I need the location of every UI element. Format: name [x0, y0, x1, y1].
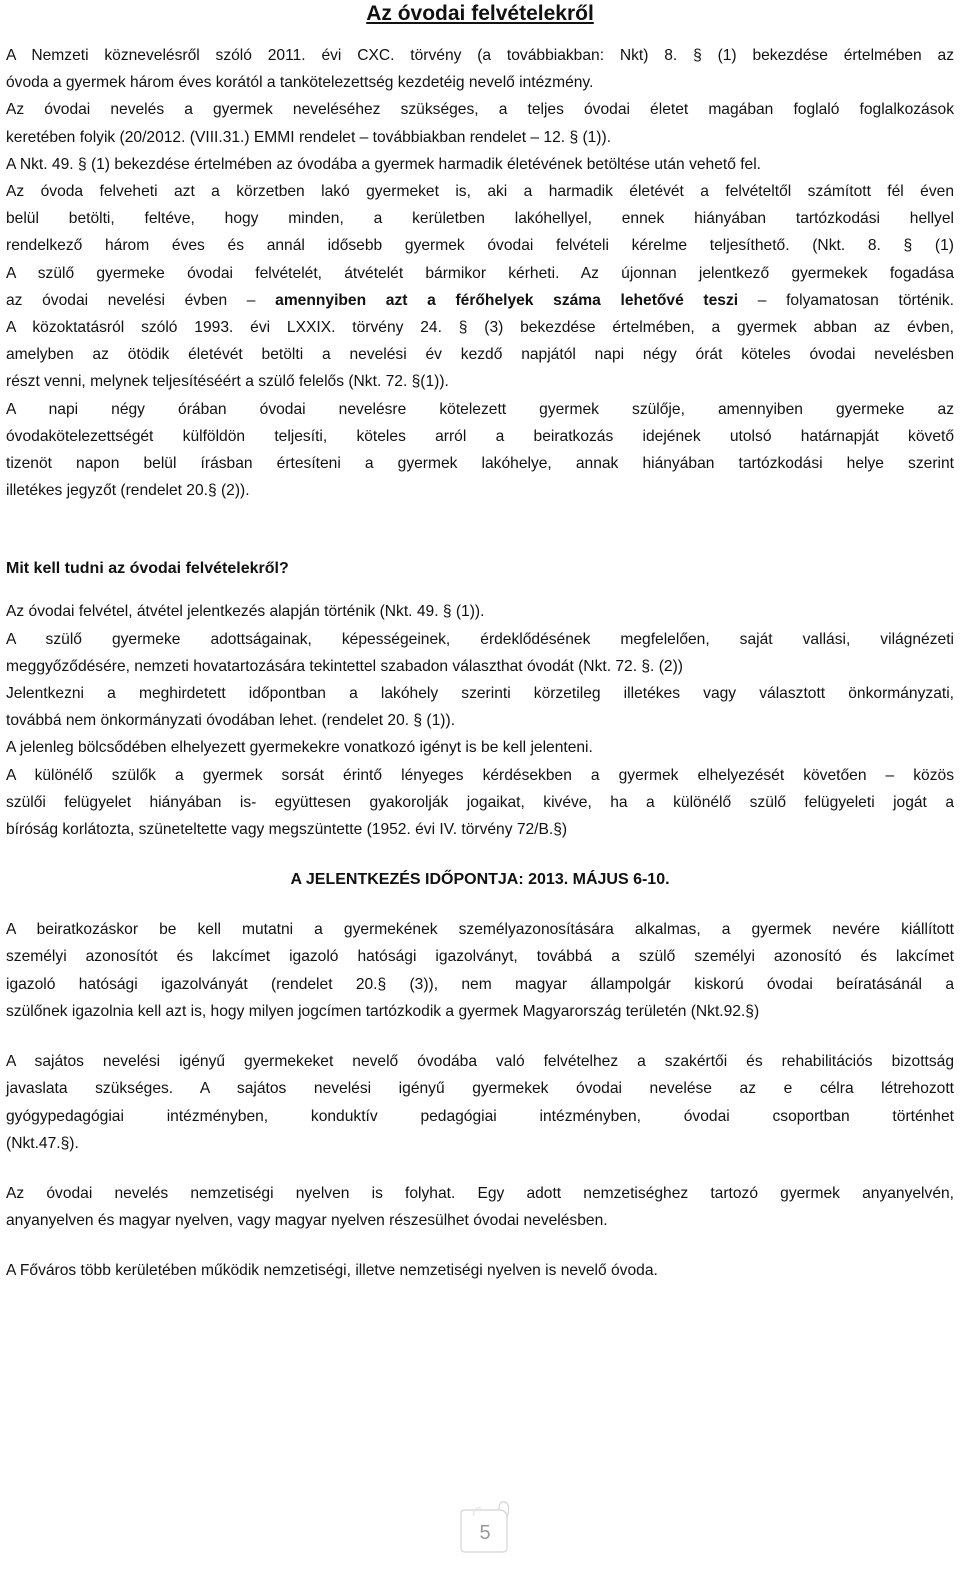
deadline-heading: A JELENTKEZÉS IDŐPONTJA: 2013. MÁJUS 6-10. [290, 871, 670, 889]
intro-block [6, 42, 954, 504]
text-fragment: az óvodai nevelési évben – [6, 291, 276, 309]
text-line: A Nemzeti köznevelésről szóló 2011. évi CXC. törvény (a továbbiakban: Nkt) 8. § (1) bekezdése értelmében az [6, 47, 954, 64]
text-line: Az óvoda felveheti azt a körzetben lakó gyermeket is, aki a harmadik életévét a felvételtől számított fél éven [6, 183, 954, 201]
text-line: gyógypedagógiai intézményben, konduktív pedagógiai intézményben, óvodai csoportban történhet [6, 1107, 954, 1125]
text-line: szülőnek igazolnia kell azt is, hogy milyen jogcímen tartózkodik a gyermek Magyarország területén (Nkt.92.§) [6, 1002, 760, 1020]
text-line: meggyőződésére, nemzeti hovatartozására tekintettel szabadon választhat óvodát (Nkt. 72. §. (2)) [6, 657, 683, 675]
text-line: Az óvodai nevelés nemzetiségi nyelven is folyhat. Egy adott nemzetiséghez tartozó gyermek anyanyelvén, [6, 1184, 954, 1202]
page-number-badge [455, 1496, 515, 1556]
text-line: Jelentkezni a meghirdetett időpontban a lakóhely szerinti körzetileg illetékes vagy választott önkormányzati, [6, 685, 954, 703]
text-line: szülői felügyelet hiányában is- együttesen gyakorolják jogaikat, kivéve, ha a különélő szülő felügyeleti jogát a [6, 793, 954, 811]
text-line: A beiratkozáskor be kell mutatni a gyermekének személyazonosítására alkalmas, a gyermek nevére kiállított [6, 921, 954, 939]
text-line: A sajátos nevelési igényű gyermekeket nevelő óvodába való felvételhez a szakértői és rehabilitációs bizottság [6, 1053, 954, 1071]
minority-paragraph [6, 1180, 954, 1234]
capital-paragraph [6, 1257, 954, 1284]
text-line: részt venni, melynek teljesítéséért a szülő felelős (Nkt. 72. §(1)). [6, 373, 449, 391]
text-line: A jelenleg bölcsődében elhelyezett gyermekekre vonatkozó igényt is be kell jelenteni. [6, 739, 593, 757]
text-line: bíróság korlátozta, szüneteltette vagy megszüntette (1952. évi IV. törvény 72/B.§) [6, 821, 568, 839]
text-line: óvodakötelezettségét külföldön teljesíti, köteles arról a beiratkozás idejének utolsó határnapját követő [6, 427, 954, 445]
text-line: Az óvodai felvétel, átvétel jelentkezés alapján történik (Nkt. 49. § (1)). [6, 603, 485, 621]
text-line: A szülő gyermeke adottságainak, képességeinek, érdeklődésének megfelelően, saját vallási, világnézeti [6, 630, 954, 648]
text-line-bold-phrase [6, 287, 954, 314]
text-line: igazoló hatósági igazolványát (rendelet 20.§ (3)), nem magyar állampolgár kiskorú óvodai beíratásánál a [6, 975, 954, 993]
text-line: óvoda a gyermek három éves korától a tankötelezettség kezdetéig nevelő intézmény. [6, 74, 594, 92]
text-line: (Nkt.47.§). [6, 1134, 79, 1152]
bold-phrase: amennyiben azt a férőhelyek száma lehetővé teszi [275, 291, 739, 309]
text-line: keretében folyik (20/2012. (VIII.31.) EMMI rendelet – továbbiakban rendelet – 12. § (1)). [6, 128, 612, 146]
text-line: A Főváros több kerületében működik nemzetiségi, illetve nemzetiségi nyelven is nevelő óvoda. [6, 1262, 658, 1280]
page-number: 5 [479, 1522, 491, 1544]
text-line: A különélő szülők a gyermek sorsát érintő lényeges kérdésekben a gyermek elhelyezését követően – közös [6, 766, 954, 784]
text-line: továbbá nem önkormányzati óvodában lehet. (rendelet 20. § (1)). [6, 712, 456, 730]
text-line: tizenöt napon belül írásban értesíteni a gyermek lakóhelye, annak hiányában tartózkodási helye szerint [6, 455, 954, 473]
text-line: rendelkező három éves és annál idősebb gyermek óvodai felvételi kérelme teljesíthető. (Nkt. 8. § (1) [6, 237, 954, 255]
text-line: Az óvodai nevelés a gyermek neveléséhez szükséges, a teljes óvodai életet magában foglaló foglalkozások [6, 101, 954, 119]
text-line: A napi négy órában óvodai nevelésre kötelezett gyermek szülője, amennyiben gyermeke az [6, 400, 954, 418]
text-line: A Nkt. 49. § (1) bekezdése értelmében az óvodába a gyermek harmadik életévének betöltése után vehető fel. [6, 155, 762, 173]
text-line: személyi azonosítót és lakcímet igazoló hatósági igazolványt, továbbá a szülő személyi azonosító és lakcímet [6, 948, 954, 966]
text-line: illetékes jegyzőt (rendelet 20.§ (2)). [6, 482, 250, 500]
section-block [6, 598, 954, 843]
text-line: belül betölti, feltéve, hogy minden, a kerületben lakóhellyel, ennek hiányában tartózkodási hellyel [6, 210, 954, 228]
special-needs-paragraph [6, 1048, 954, 1157]
page-title: Az óvodai felvételekről [366, 2, 594, 25]
document-page [6, 0, 954, 1285]
text-line: A közoktatásról szóló 1993. évi LXXIX. törvény 24. § (3) bekezdése értelmében, a gyermek abban az évben, [6, 319, 954, 337]
docs-paragraph [6, 916, 954, 1025]
text-fragment: – folyamatosan történik. [738, 291, 954, 309]
text-line: amelyben az ötödik életévét betölti a nevelési év kezdő napjától napi négy órát köteles óvodai nevelésben [6, 346, 954, 364]
section-heading: Mit kell tudni az óvodai felvételekről? [6, 560, 289, 578]
text-line: A szülő gyermeke óvodai felvételét, átvételét bármikor kérheti. Az újonnan jelentkező gyermekek fogadása [6, 264, 954, 282]
text-line: javaslata szükséges. A sajátos nevelési igényű gyermekek óvodai nevelése az e célra létrehozott [6, 1080, 954, 1098]
text-line: anyanyelven és magyar nyelven, vagy magyar nyelven részesülhet óvodai nevelésben. [6, 1212, 608, 1230]
